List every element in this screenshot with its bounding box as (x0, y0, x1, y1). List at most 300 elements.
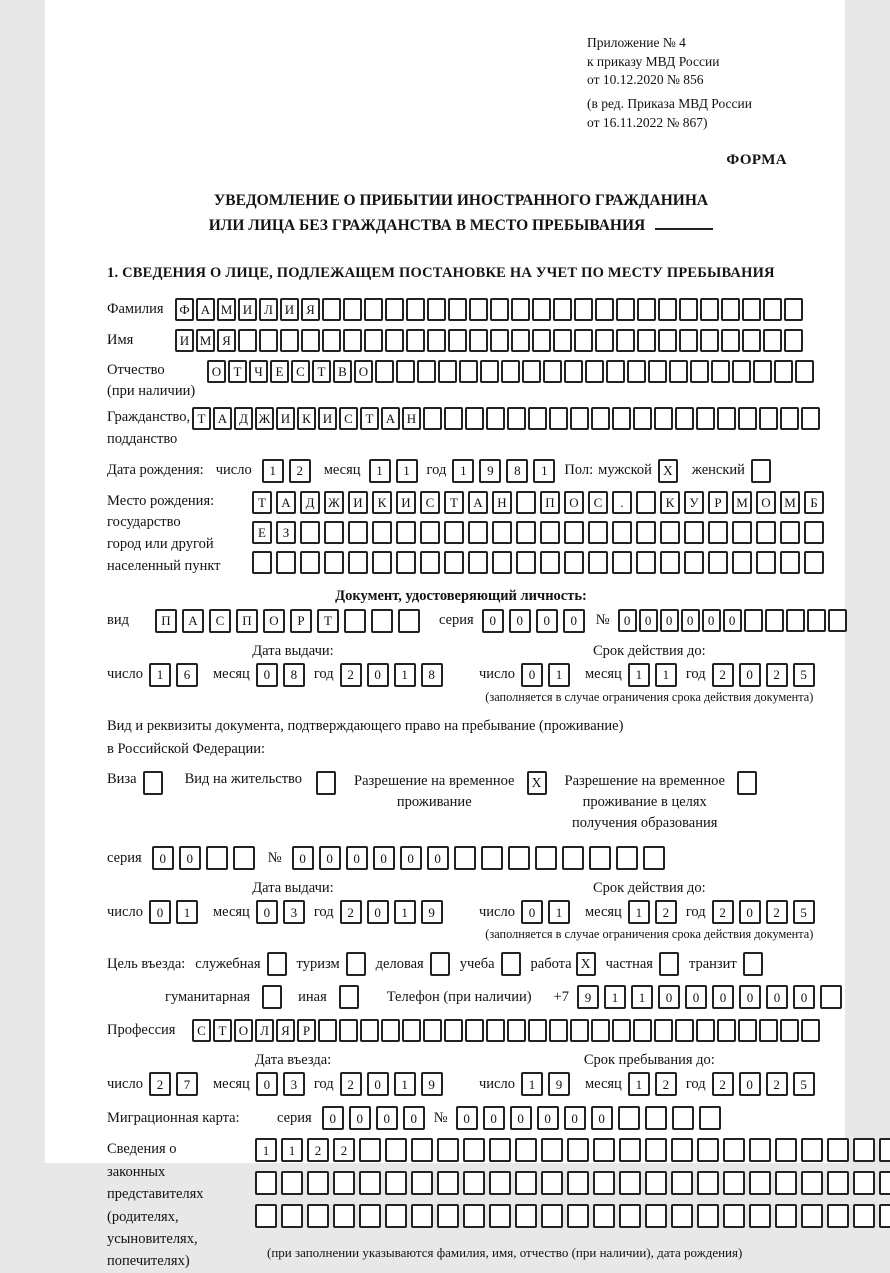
form-cell[interactable]: С (420, 491, 440, 514)
form-cell[interactable]: Р (708, 491, 728, 514)
form-cell[interactable] (742, 298, 761, 321)
form-cell[interactable]: 0 (149, 900, 171, 924)
form-cell[interactable] (543, 360, 562, 383)
form-cell[interactable] (759, 407, 778, 430)
form-cell[interactable]: Т (360, 407, 379, 430)
form-cell[interactable] (307, 1171, 329, 1195)
form-cell[interactable] (364, 329, 383, 352)
form-cell[interactable] (827, 1204, 849, 1228)
form-cell[interactable] (759, 1019, 778, 1042)
form-cell[interactable]: И (276, 407, 295, 430)
form-cell[interactable]: 0 (256, 1072, 278, 1096)
form-cell[interactable] (853, 1204, 875, 1228)
form-cell[interactable] (486, 1019, 505, 1042)
form-cell[interactable]: 1 (521, 1072, 543, 1096)
form-cell[interactable]: Д (234, 407, 253, 430)
form-cell[interactable]: 1 (628, 900, 650, 924)
form-cell[interactable] (511, 298, 530, 321)
form-cell[interactable] (820, 985, 842, 1009)
form-cell[interactable]: 0 (685, 985, 707, 1009)
checkbox-temp-residence-permit[interactable]: X (527, 771, 547, 795)
form-cell[interactable] (535, 846, 557, 870)
doc-number-input[interactable] (618, 609, 849, 632)
form-cell[interactable]: Р (290, 609, 312, 633)
form-cell[interactable] (438, 360, 457, 383)
form-cell[interactable]: 0 (456, 1106, 478, 1130)
form-cell[interactable]: И (238, 298, 257, 321)
form-cell[interactable] (343, 329, 362, 352)
form-cell[interactable]: 0 (510, 1106, 532, 1130)
form-cell[interactable]: 0 (403, 1106, 425, 1130)
form-cell[interactable] (396, 551, 416, 574)
form-cell[interactable] (801, 1171, 823, 1195)
form-cell[interactable] (708, 521, 728, 544)
form-cell[interactable]: 0 (483, 1106, 505, 1130)
form-cell[interactable] (522, 360, 541, 383)
form-cell[interactable]: Л (255, 1019, 274, 1042)
form-cell[interactable]: Ч (249, 360, 268, 383)
form-cell[interactable] (515, 1171, 537, 1195)
form-cell[interactable] (593, 1138, 615, 1162)
form-cell[interactable] (489, 1138, 511, 1162)
form-cell[interactable] (276, 551, 296, 574)
form-cell[interactable] (420, 551, 440, 574)
form-cell[interactable] (612, 407, 631, 430)
form-cell[interactable]: А (276, 491, 296, 514)
form-cell[interactable] (679, 329, 698, 352)
form-cell[interactable] (444, 407, 463, 430)
stay-month-input[interactable] (628, 1072, 682, 1096)
form-cell[interactable]: 1 (369, 459, 391, 483)
form-cell[interactable] (732, 521, 752, 544)
form-cell[interactable]: М (196, 329, 215, 352)
form-cell[interactable]: О (263, 609, 285, 633)
form-cell[interactable] (671, 1171, 693, 1195)
form-cell[interactable]: А (381, 407, 400, 430)
form-cell[interactable]: И (175, 329, 194, 352)
form-cell[interactable] (385, 329, 404, 352)
form-cell[interactable] (259, 329, 278, 352)
form-cell[interactable] (795, 360, 814, 383)
form-cell[interactable] (255, 1171, 277, 1195)
birth-day-input[interactable] (262, 459, 316, 483)
form-cell[interactable] (700, 329, 719, 352)
form-cell[interactable] (406, 329, 425, 352)
representatives-row3-input[interactable] (255, 1204, 890, 1228)
doc-issue-year-input[interactable] (340, 663, 448, 687)
form-cell[interactable] (385, 298, 404, 321)
form-cell[interactable]: Н (492, 491, 512, 514)
form-cell[interactable]: М (217, 298, 236, 321)
form-cell[interactable] (627, 360, 646, 383)
form-cell[interactable] (444, 1019, 463, 1042)
form-cell[interactable]: 3 (283, 1072, 305, 1096)
form-cell[interactable]: В (333, 360, 352, 383)
form-cell[interactable]: 0 (766, 985, 788, 1009)
form-cell[interactable] (553, 298, 572, 321)
form-cell[interactable] (619, 1204, 641, 1228)
form-cell[interactable] (612, 1019, 631, 1042)
form-cell[interactable] (732, 360, 751, 383)
permit-issue-month-input[interactable] (256, 900, 310, 924)
form-cell[interactable] (318, 1019, 337, 1042)
form-cell[interactable]: 0 (373, 846, 395, 870)
form-cell[interactable]: 1 (396, 459, 418, 483)
form-cell[interactable] (463, 1204, 485, 1228)
form-cell[interactable] (827, 1138, 849, 1162)
form-cell[interactable] (763, 298, 782, 321)
form-cell[interactable]: 0 (427, 846, 449, 870)
form-cell[interactable] (444, 521, 464, 544)
form-cell[interactable] (749, 1138, 771, 1162)
form-cell[interactable] (348, 551, 368, 574)
form-cell[interactable]: 0 (521, 663, 543, 687)
form-cell[interactable] (711, 360, 730, 383)
form-cell[interactable]: 0 (660, 609, 679, 632)
checkbox-tourism[interactable] (346, 952, 366, 976)
form-cell[interactable]: 1 (628, 1072, 650, 1096)
form-cell[interactable] (515, 1204, 537, 1228)
form-cell[interactable]: Т (228, 360, 247, 383)
form-cell[interactable]: П (236, 609, 258, 633)
form-cell[interactable] (780, 407, 799, 430)
form-cell[interactable] (756, 521, 776, 544)
form-cell[interactable]: 2 (766, 1072, 788, 1096)
form-cell[interactable] (516, 521, 536, 544)
form-cell[interactable]: С (339, 407, 358, 430)
form-cell[interactable]: Д (300, 491, 320, 514)
form-cell[interactable] (828, 609, 847, 632)
form-cell[interactable] (675, 407, 694, 430)
form-cell[interactable] (648, 360, 667, 383)
form-cell[interactable]: И (318, 407, 337, 430)
form-cell[interactable] (437, 1204, 459, 1228)
form-cell[interactable]: 6 (176, 663, 198, 687)
form-cell[interactable]: Я (276, 1019, 295, 1042)
form-cell[interactable]: И (348, 491, 368, 514)
form-cell[interactable] (420, 521, 440, 544)
migration-number-input[interactable] (456, 1106, 726, 1130)
form-cell[interactable]: Л (259, 298, 278, 321)
birth-year-input[interactable] (452, 459, 560, 483)
form-cell[interactable] (348, 521, 368, 544)
form-cell[interactable] (301, 329, 320, 352)
form-cell[interactable]: О (234, 1019, 253, 1042)
form-cell[interactable]: 0 (482, 609, 504, 633)
form-cell[interactable] (465, 407, 484, 430)
form-cell[interactable]: 0 (591, 1106, 613, 1130)
form-cell[interactable]: 2 (712, 900, 734, 924)
form-cell[interactable]: 8 (506, 459, 528, 483)
form-cell[interactable]: 0 (739, 1072, 761, 1096)
form-cell[interactable] (658, 298, 677, 321)
form-cell[interactable] (549, 1019, 568, 1042)
form-cell[interactable]: 0 (681, 609, 700, 632)
form-cell[interactable]: 1 (394, 1072, 416, 1096)
form-cell[interactable] (660, 521, 680, 544)
form-cell[interactable]: П (155, 609, 177, 633)
form-cell[interactable]: 0 (256, 663, 278, 687)
form-cell[interactable]: 9 (479, 459, 501, 483)
form-cell[interactable] (511, 329, 530, 352)
form-cell[interactable]: 0 (536, 609, 558, 633)
form-cell[interactable] (541, 1138, 563, 1162)
form-cell[interactable]: И (280, 298, 299, 321)
form-cell[interactable]: С (192, 1019, 211, 1042)
form-cell[interactable] (774, 360, 793, 383)
form-cell[interactable]: 0 (639, 609, 658, 632)
doc-valid-day-input[interactable] (521, 663, 575, 687)
form-cell[interactable]: Ж (324, 491, 344, 514)
form-cell[interactable] (636, 491, 656, 514)
form-cell[interactable] (679, 298, 698, 321)
form-cell[interactable]: 2 (307, 1138, 329, 1162)
form-cell[interactable] (463, 1171, 485, 1195)
form-cell[interactable]: 2 (712, 1072, 734, 1096)
birth-month-input[interactable] (369, 459, 423, 483)
form-cell[interactable]: 1 (604, 985, 626, 1009)
form-cell[interactable] (804, 521, 824, 544)
form-cell[interactable] (427, 329, 446, 352)
form-cell[interactable] (489, 1204, 511, 1228)
form-cell[interactable] (699, 1106, 721, 1130)
form-cell[interactable] (492, 551, 512, 574)
form-cell[interactable] (749, 1204, 771, 1228)
form-cell[interactable] (645, 1171, 667, 1195)
form-cell[interactable] (595, 298, 614, 321)
form-cell[interactable]: . (612, 491, 632, 514)
form-cell[interactable] (749, 1171, 771, 1195)
form-cell[interactable] (567, 1138, 589, 1162)
permit-issue-year-input[interactable] (340, 900, 448, 924)
form-cell[interactable] (696, 1019, 715, 1042)
form-cell[interactable] (801, 1019, 820, 1042)
form-cell[interactable]: 0 (256, 900, 278, 924)
form-cell[interactable] (507, 407, 526, 430)
permit-valid-year-input[interactable] (712, 900, 820, 924)
form-cell[interactable]: И (396, 491, 416, 514)
form-cell[interactable] (448, 329, 467, 352)
form-cell[interactable]: С (588, 491, 608, 514)
form-cell[interactable] (633, 1019, 652, 1042)
form-cell[interactable] (233, 846, 255, 870)
form-cell[interactable] (411, 1171, 433, 1195)
form-cell[interactable]: К (297, 407, 316, 430)
form-cell[interactable] (671, 1204, 693, 1228)
form-cell[interactable] (359, 1204, 381, 1228)
form-cell[interactable]: 0 (739, 985, 761, 1009)
form-cell[interactable] (616, 329, 635, 352)
doc-series-input[interactable] (482, 609, 590, 633)
form-cell[interactable] (619, 1171, 641, 1195)
form-cell[interactable] (697, 1204, 719, 1228)
form-cell[interactable]: К (660, 491, 680, 514)
form-cell[interactable]: 1 (262, 459, 284, 483)
form-cell[interactable]: 0 (319, 846, 341, 870)
form-cell[interactable]: 1 (548, 900, 570, 924)
form-cell[interactable]: А (468, 491, 488, 514)
representatives-row2-input[interactable] (255, 1171, 890, 1195)
form-cell[interactable]: Ж (255, 407, 274, 430)
form-cell[interactable] (528, 1019, 547, 1042)
checkbox-other[interactable] (339, 985, 359, 1009)
checkbox-private[interactable] (659, 952, 679, 976)
form-cell[interactable]: 0 (537, 1106, 559, 1130)
form-cell[interactable] (775, 1171, 797, 1195)
form-cell[interactable] (879, 1171, 890, 1195)
form-cell[interactable] (564, 360, 583, 383)
form-cell[interactable] (723, 1138, 745, 1162)
form-cell[interactable] (827, 1171, 849, 1195)
form-cell[interactable]: 1 (149, 663, 171, 687)
form-cell[interactable] (333, 1204, 355, 1228)
citizenship-input[interactable] (192, 407, 822, 430)
form-cell[interactable]: Т (192, 407, 211, 430)
form-cell[interactable] (307, 1204, 329, 1228)
form-cell[interactable]: 7 (176, 1072, 198, 1096)
form-cell[interactable] (853, 1138, 875, 1162)
form-cell[interactable] (775, 1138, 797, 1162)
form-cell[interactable] (280, 329, 299, 352)
form-cell[interactable] (481, 846, 503, 870)
form-cell[interactable] (738, 407, 757, 430)
form-cell[interactable] (723, 1171, 745, 1195)
form-cell[interactable]: П (540, 491, 560, 514)
form-cell[interactable] (344, 609, 366, 633)
birthplace-row3-input[interactable] (252, 551, 828, 574)
form-cell[interactable] (700, 298, 719, 321)
form-cell[interactable] (448, 298, 467, 321)
form-cell[interactable] (589, 846, 611, 870)
form-cell[interactable] (738, 1019, 757, 1042)
checkbox-official[interactable] (267, 952, 287, 976)
form-cell[interactable] (381, 1019, 400, 1042)
form-cell[interactable]: 1 (631, 985, 653, 1009)
form-cell[interactable] (672, 1106, 694, 1130)
form-cell[interactable] (411, 1204, 433, 1228)
form-cell[interactable] (697, 1171, 719, 1195)
form-cell[interactable]: 0 (712, 985, 734, 1009)
permit-valid-day-input[interactable] (521, 900, 575, 924)
form-cell[interactable] (780, 1019, 799, 1042)
checkbox-work[interactable]: X (576, 952, 596, 976)
form-cell[interactable] (480, 360, 499, 383)
form-cell[interactable] (540, 521, 560, 544)
form-cell[interactable] (660, 551, 680, 574)
form-cell[interactable] (516, 551, 536, 574)
form-cell[interactable] (732, 551, 752, 574)
form-cell[interactable]: О (354, 360, 373, 383)
form-cell[interactable] (385, 1204, 407, 1228)
permit-series-input[interactable] (152, 846, 260, 870)
form-cell[interactable] (717, 407, 736, 430)
form-cell[interactable]: 9 (421, 900, 443, 924)
checkbox-visa[interactable] (143, 771, 163, 795)
form-cell[interactable] (469, 329, 488, 352)
form-cell[interactable] (359, 1138, 381, 1162)
form-cell[interactable]: 0 (563, 609, 585, 633)
form-cell[interactable] (238, 329, 257, 352)
form-cell[interactable] (492, 521, 512, 544)
form-cell[interactable]: 0 (376, 1106, 398, 1130)
form-cell[interactable] (516, 491, 536, 514)
form-cell[interactable] (490, 329, 509, 352)
form-cell[interactable] (532, 329, 551, 352)
form-cell[interactable] (684, 551, 704, 574)
form-cell[interactable]: 0 (702, 609, 721, 632)
form-cell[interactable] (396, 360, 415, 383)
form-cell[interactable]: 0 (658, 985, 680, 1009)
form-cell[interactable] (574, 298, 593, 321)
form-cell[interactable] (801, 1204, 823, 1228)
form-cell[interactable]: 1 (655, 663, 677, 687)
form-cell[interactable]: Т (252, 491, 272, 514)
form-cell[interactable] (360, 1019, 379, 1042)
form-cell[interactable] (574, 329, 593, 352)
form-cell[interactable] (385, 1138, 407, 1162)
form-cell[interactable]: 2 (333, 1138, 355, 1162)
entry-day-input[interactable] (149, 1072, 203, 1096)
form-cell[interactable] (696, 407, 715, 430)
form-cell[interactable] (636, 521, 656, 544)
form-cell[interactable] (508, 846, 530, 870)
form-cell[interactable]: 1 (394, 663, 416, 687)
form-cell[interactable]: 0 (179, 846, 201, 870)
form-cell[interactable]: 1 (281, 1138, 303, 1162)
form-cell[interactable]: 0 (152, 846, 174, 870)
form-cell[interactable]: 0 (322, 1106, 344, 1130)
form-cell[interactable]: 1 (548, 663, 570, 687)
form-cell[interactable] (645, 1204, 667, 1228)
form-cell[interactable] (567, 1204, 589, 1228)
form-cell[interactable] (515, 1138, 537, 1162)
form-cell[interactable] (468, 521, 488, 544)
form-cell[interactable] (427, 298, 446, 321)
form-cell[interactable] (645, 1106, 667, 1130)
form-cell[interactable]: 0 (618, 609, 637, 632)
form-cell[interactable]: 2 (766, 663, 788, 687)
form-cell[interactable]: О (564, 491, 584, 514)
form-cell[interactable] (300, 551, 320, 574)
form-cell[interactable] (281, 1204, 303, 1228)
form-cell[interactable] (879, 1204, 890, 1228)
form-cell[interactable] (765, 609, 784, 632)
form-cell[interactable]: 1 (628, 663, 650, 687)
entry-year-input[interactable] (340, 1072, 448, 1096)
form-cell[interactable] (206, 846, 228, 870)
form-cell[interactable]: М (780, 491, 800, 514)
migration-series-input[interactable] (322, 1106, 430, 1130)
form-cell[interactable] (300, 521, 320, 544)
form-cell[interactable] (549, 407, 568, 430)
doc-issue-month-input[interactable] (256, 663, 310, 687)
form-cell[interactable]: М (732, 491, 752, 514)
form-cell[interactable] (507, 1019, 526, 1042)
form-cell[interactable] (454, 846, 476, 870)
checkbox-humanitarian[interactable] (262, 985, 282, 1009)
form-cell[interactable]: Б (804, 491, 824, 514)
form-cell[interactable] (417, 360, 436, 383)
profession-input[interactable] (192, 1019, 822, 1042)
form-cell[interactable] (804, 551, 824, 574)
form-cell[interactable] (616, 846, 638, 870)
form-cell[interactable] (281, 1171, 303, 1195)
form-cell[interactable] (322, 298, 341, 321)
form-cell[interactable]: 1 (452, 459, 474, 483)
form-cell[interactable]: Ф (175, 298, 194, 321)
form-cell[interactable]: Т (312, 360, 331, 383)
form-cell[interactable] (784, 329, 803, 352)
